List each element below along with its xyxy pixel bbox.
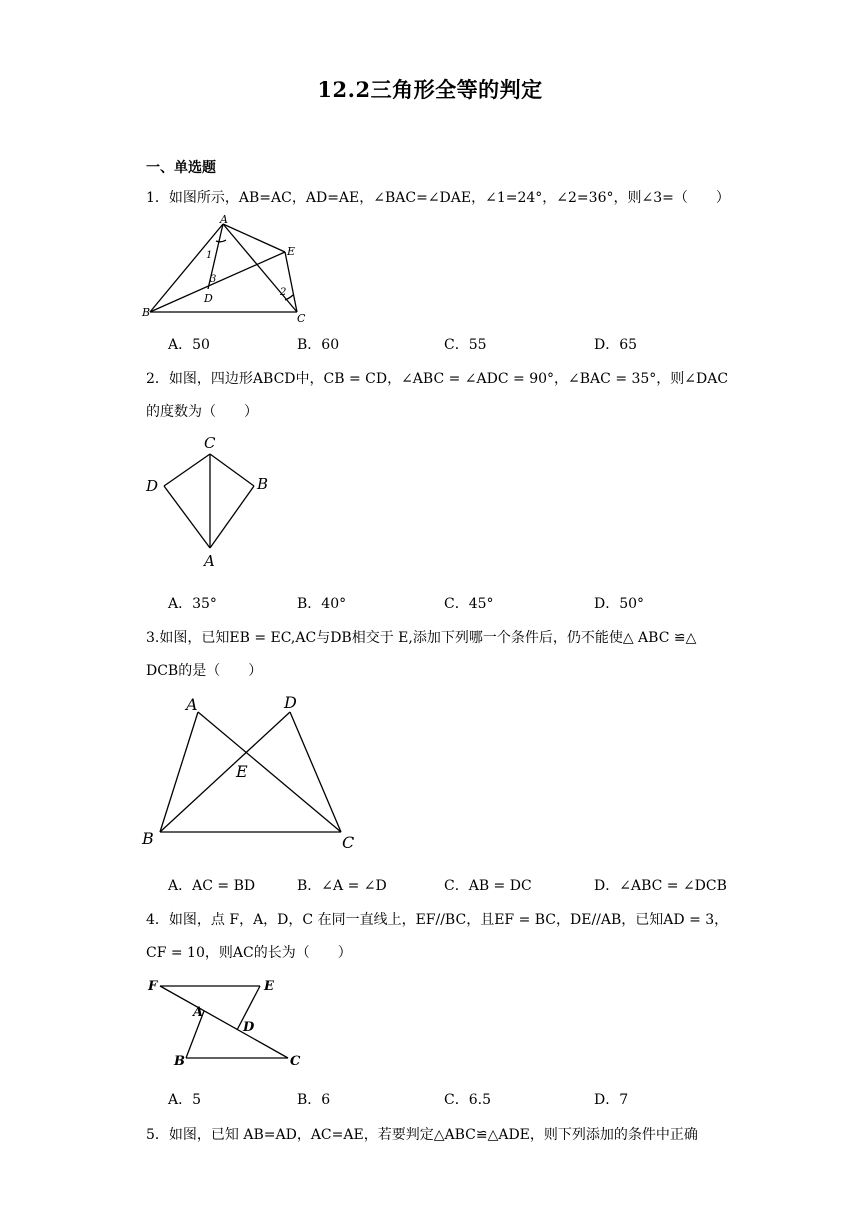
q3-option-a[interactable]: A．AC = BD (168, 878, 256, 894)
q1-label-D: D (204, 292, 213, 305)
q1-label-C: C (297, 312, 306, 324)
q1-label-A: A (220, 213, 228, 226)
q4-label-D: D (243, 1020, 255, 1035)
question-2-text-line-1: 2．如图，四边形ABCD中，CB = CD，∠ABC = ∠ADC = 90°，∠BAC = 35°，则∠DAC (146, 371, 729, 387)
q1-label-B: B (142, 306, 151, 319)
question-3-text-line-2: DCB的是（ ） (146, 663, 263, 679)
q4-label-A: A (193, 1005, 204, 1020)
question-4-text-line-1: 4．如图，点 F，A，D，C 在同一直线上，EF//BC，且EF = BC，DE//AB，已知AD = 3， (146, 912, 729, 928)
q2-label-C: C (204, 434, 216, 452)
q3-label-B: B (142, 829, 154, 848)
q2-label-A: A (204, 552, 215, 570)
q2-label-D: D (146, 477, 159, 495)
q2-option-c[interactable]: C．45° (444, 596, 494, 612)
question-2-text-line-2: 的度数为（ ） (146, 404, 258, 420)
q3-option-d[interactable]: D．∠ABC = ∠DCB (594, 878, 727, 894)
q4-label-F: F (148, 979, 158, 994)
q2-option-b[interactable]: B．40° (297, 596, 347, 612)
q2-label-B: B (257, 475, 269, 493)
question-3-text-line-1: 3.如图，已知EB = EC,AC与DB相交于 E,添加下列哪一个条件后，仍不能使△ ABC ≌△ (146, 630, 697, 646)
q4-option-c[interactable]: C．6.5 (444, 1092, 491, 1108)
q3-option-b[interactable]: B．∠A = ∠D (297, 878, 387, 894)
question-5-text: 5．如图，已知 AB=AD，AC=AE，若要判定△ABC≌△ADE，则下列添加的条件中正确 (146, 1127, 698, 1143)
question-4-text-line-2: CF = 10，则AC的长为（ ） (146, 945, 352, 961)
q4-option-a[interactable]: A．5 (168, 1092, 202, 1108)
question-1-text: 1．如图所示，AB=AC，AD=AE，∠BAC=∠DAE，∠1=24°，∠2=36°，则∠3=（ ） (146, 190, 730, 206)
q3-label-E: E (236, 762, 248, 781)
q1-option-a[interactable]: A．50 (168, 337, 210, 353)
q3-label-A: A (186, 695, 198, 714)
section-heading: 一、单选题 (146, 160, 216, 176)
q1-label-E: E (287, 245, 296, 258)
q4-option-d[interactable]: D．7 (594, 1092, 629, 1108)
question-4-figure (140, 972, 310, 1072)
q1-option-d[interactable]: D．65 (594, 337, 638, 353)
question-2-figure (140, 432, 280, 572)
q3-label-C: C (342, 833, 355, 852)
q4-label-E: E (264, 979, 274, 994)
q4-label-C: C (290, 1054, 301, 1069)
q1-label-angle-2: 2 (280, 287, 287, 298)
q3-label-D: D (284, 693, 297, 712)
q2-option-a[interactable]: A．35° (168, 596, 217, 612)
q4-option-b[interactable]: B．6 (297, 1092, 331, 1108)
page-title: 12.2三角形全等的判定 (317, 77, 543, 102)
q1-label-angle-3: 3 (210, 274, 217, 285)
question-3-figure (138, 692, 360, 854)
q4-label-B: B (174, 1054, 185, 1069)
q3-option-c[interactable]: C．AB = DC (444, 878, 532, 894)
q1-option-c[interactable]: C．55 (444, 337, 487, 353)
q1-option-b[interactable]: B．60 (297, 337, 340, 353)
question-1-figure (140, 212, 310, 324)
q1-label-angle-1: 1 (206, 250, 213, 261)
q2-option-d[interactable]: D．50° (594, 596, 645, 612)
